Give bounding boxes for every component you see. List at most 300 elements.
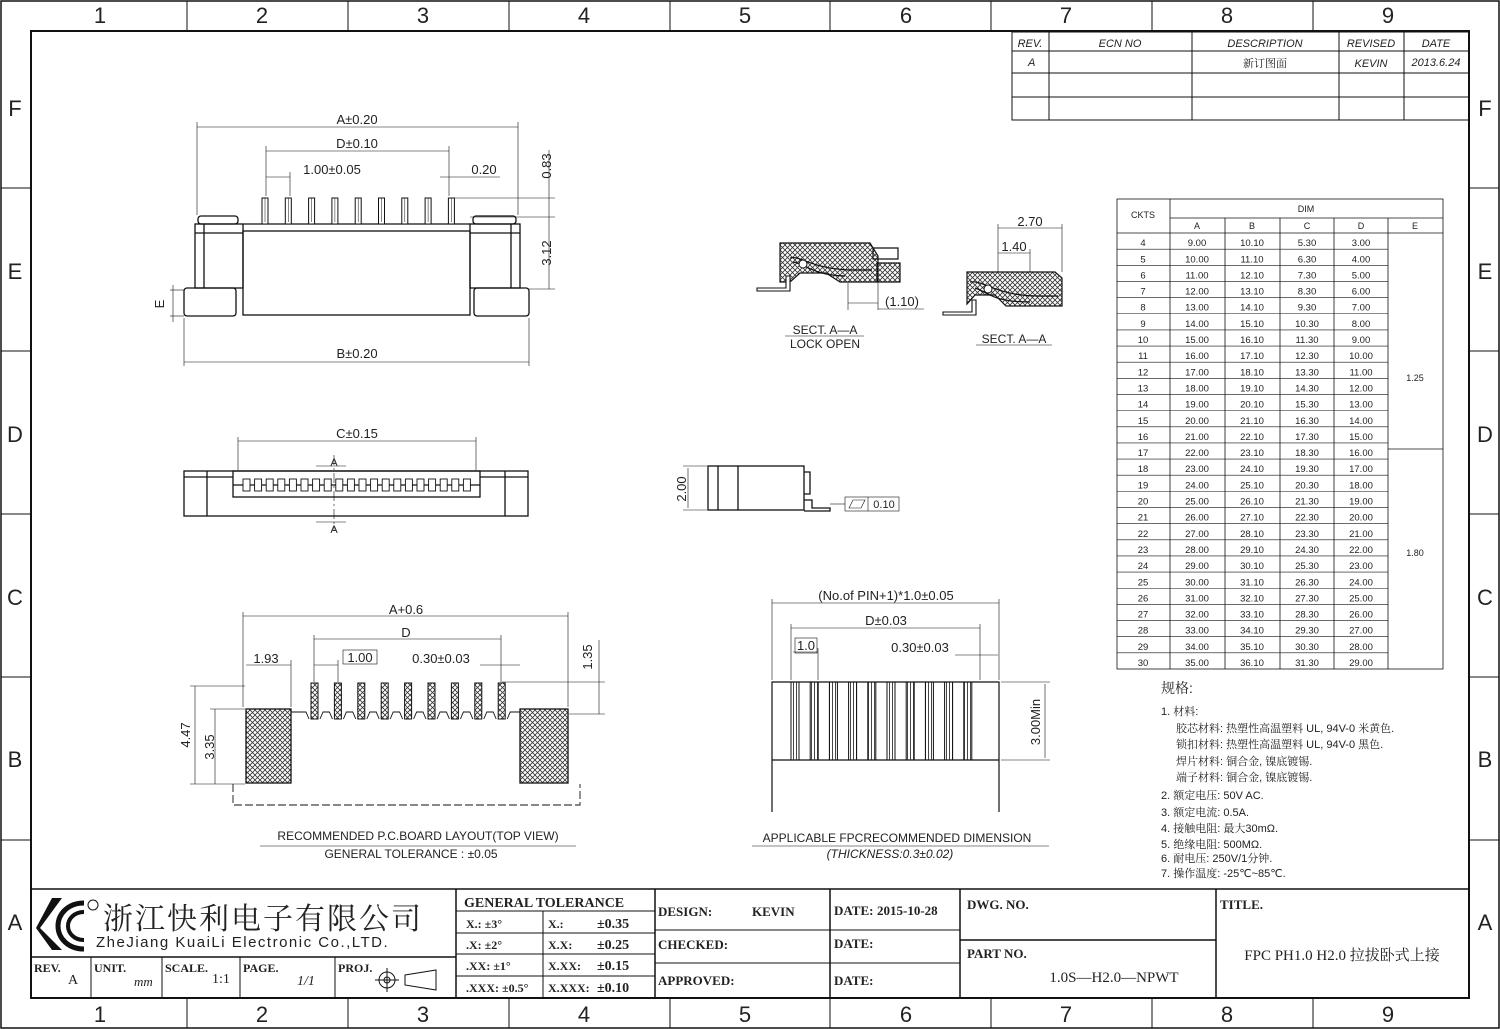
tol-label-4: X.XXX: [548,981,590,995]
title-label: TITLE. [1220,897,1263,912]
col-d-header: D [1357,221,1365,231]
spec-line: 1. 材料: [1161,706,1199,718]
col-e-header: E [1411,221,1419,231]
dim-table-cell: 26.10 [1240,496,1264,508]
row-label: D [1477,422,1493,447]
dim-table-cell: 25.30 [1295,561,1319,573]
revised-header: REVISED [1346,38,1396,50]
spec-line: 端子材料: 铜合金, 镍底镀锡. [1176,772,1313,784]
col-label: 9 [1381,3,1395,28]
col-c-header: C [1303,221,1311,231]
pcb-pad [428,683,435,719]
row-labels-right [1477,96,1493,935]
dim-solder-height: 3.35 [202,734,217,760]
fpc-finger [945,682,953,760]
dim-table-cell: 14 [1137,399,1149,411]
top-pin [452,479,459,491]
dim-table-cell: 13.00 [1349,399,1373,411]
top-pin [382,479,389,491]
dim-table-cell: 24.00 [1185,480,1209,492]
dim-table-cell: 33.00 [1185,625,1209,637]
dim-table-cell: 29.00 [1349,658,1373,669]
dim-table-cell: 17.10 [1240,351,1264,363]
dim-d: D±0.10 [336,136,378,151]
dim-table-cell: 34.00 [1185,641,1209,653]
dim-table-cell: 14.30 [1295,383,1319,395]
column-labels-bottom [94,1002,1394,1027]
caption-section: SECT. A—A [792,323,858,337]
row-label: F [1478,96,1492,121]
dim-table-cell: 5.30 [1297,238,1317,250]
dim-table-cell: 34.10 [1240,625,1264,637]
row-label: C [1477,585,1493,610]
top-pin [255,479,262,491]
dim-table-cell: 6.00 [1351,286,1371,298]
dim-table-cell: 28.00 [1349,641,1373,653]
section-marker-bottom: A [330,524,338,536]
dim-table-cell: 9 [1140,318,1146,330]
dim-table-cell: 27.10 [1240,512,1264,524]
pcb-pad [498,683,505,719]
description-header: DESCRIPTION [1227,38,1303,50]
dim-table-cell: 15.30 [1295,399,1319,411]
dim-table-cell: 6 [1140,270,1146,282]
dim-table-cell: 15.00 [1185,335,1209,347]
tol-value-1: ±0.35 [597,917,630,932]
front-dimensions [170,122,555,366]
dim-table-cell: 28.10 [1240,528,1264,540]
dim-table-cell: 13.00 [1185,302,1209,314]
dim-table-cell: 11.30 [1295,335,1319,347]
dim-table-cell: 24 [1137,561,1149,573]
dim-table-cell: 5.00 [1351,270,1371,282]
description-value: 新订图面 [1243,58,1287,70]
col-label: 2 [255,3,269,28]
dim-table-cell: 35.10 [1240,641,1264,653]
dim-table-cell: 20.00 [1349,512,1373,524]
spec-line: 焊片材料: 铜合金, 镍底镀锡. [1176,756,1313,768]
dim-table-cell: 11.00 [1185,270,1209,282]
column-labels-top [94,3,1394,28]
dim-table-cell: 19.10 [1240,383,1264,395]
top-pin [417,479,424,491]
dim-a-plus: A+0.6 [388,602,424,617]
top-pin [289,479,296,491]
row-label: A [7,910,23,935]
dim-fpc-pitch: 1.0 [796,638,816,653]
col-label: 8 [1220,3,1234,28]
dim-table-cell: 9.00 [1187,238,1207,250]
dim-table-cell: 30.00 [1185,577,1209,589]
rev-header: REV. [1017,38,1043,50]
design-value: KEVIN [752,904,795,919]
top-pin [429,479,436,491]
dim-table-cell: 27.30 [1295,593,1319,605]
spec-line: 锁扣材料: 热塑性高温塑料 UL, 94V-0 黑色. [1176,739,1384,751]
top-pin [278,479,285,491]
dim-table-cell: 29.30 [1295,625,1319,637]
top-pin [324,479,331,491]
dim-table-cell: 28.00 [1185,544,1209,556]
dim-table-cell: 10 [1137,335,1149,347]
col-a-header: A [1193,221,1201,231]
ckts-header: CKTS [1130,210,1156,220]
dim-table-cell: 18.10 [1240,367,1264,379]
dim-table-cell: 18.00 [1349,480,1373,492]
dim-table-cell: 9.00 [1351,335,1371,347]
spec-line: 胶芯材料: 热塑性高温塑料 UL, 94V-0 米黄色. [1176,723,1395,735]
top-pin [266,479,273,491]
dim-table-cell: 24.00 [1349,577,1373,589]
dim-table-cell: 17.00 [1185,367,1209,379]
design-label: DESIGN: [658,904,713,919]
dim-fpc-total: (No.of PIN+1)*1.0±0.05 [818,588,954,603]
col-label: 7 [1059,3,1073,28]
col-label: 6 [899,1002,913,1027]
dim-pin-height: 0.83 [539,153,554,179]
dim-table-cell: 17 [1137,448,1149,460]
spec-line: 6. 耐电压: 250V/1分钟. [1161,853,1273,865]
dimension-table [1117,199,1443,669]
rev-value: A [1028,57,1036,69]
dim-table-cell: 26.30 [1295,577,1319,589]
dim-table-cell: 23.00 [1185,464,1209,476]
dim-fpc-d: D±0.03 [865,613,907,628]
dim-table-cell: 8 [1140,302,1146,314]
dim-table-cell: 24.10 [1240,464,1264,476]
spec-line: 4. 接触电阻: 最大30mΩ. [1161,823,1279,835]
fpc-thickness: (THICKNESS:0.3±0.02) [826,847,954,861]
top-pin [371,479,378,491]
dim-table-cell: 31.30 [1295,658,1319,669]
dim-table-cell: 22.00 [1185,448,1209,460]
top-pin [347,479,354,491]
col-label: 9 [1381,1002,1395,1027]
dim-table-cell: 23.10 [1240,448,1264,460]
tol-angle-1: X.: ±3° [466,917,503,931]
dim-table-cell: 25 [1137,577,1149,589]
dim-table-cell: 29.00 [1185,561,1209,573]
spec-line: 2. 额定电压: 50V AC. [1161,790,1264,802]
top-pin [313,479,320,491]
e-value-1: 1.25 [1406,373,1424,383]
pcb-pad [405,683,412,719]
title-block [31,889,1469,998]
fpc-finger [849,682,857,760]
revised-value: KEVIN [1354,58,1388,70]
dim-gap: (1.10) [885,294,919,309]
date-value-1: 2015-10-28 [877,903,938,918]
dim-table-cell: 32.10 [1240,593,1264,605]
col-label: 2 [255,1002,269,1027]
pcb-pad [475,683,482,719]
tol-value-4: ±0.10 [597,981,630,996]
spec-line: 5. 绝缘电阻: 500MΩ. [1161,839,1263,851]
dim-table-cell: 12.30 [1295,351,1319,363]
pcb-caption: RECOMMENDED P.C.BOARD LAYOUT(TOP VIEW) [277,829,559,843]
tol-label-2: X.X: [548,938,573,952]
dim-table-cell: 17.00 [1349,464,1373,476]
company-name-cn: 浙江快利电子有限公司 [103,903,423,936]
top-pin [243,479,250,491]
tol-value-2: ±0.25 [597,938,630,953]
dim-table-cell: 20 [1137,496,1149,508]
company-name-en: ZheJiang KuaiLi Electronic Co.,LTD. [96,934,390,951]
dim-table-cell: 10.10 [1240,238,1264,250]
pcb-pad [311,683,318,719]
pcb-pad [451,683,458,719]
dim-table-cell: 26.00 [1185,512,1209,524]
dim-table-cell: 12.10 [1240,270,1264,282]
unit-label: UNIT. [94,961,127,975]
dim-width: 2.70 [1017,214,1043,229]
col-label: 1 [93,3,107,28]
dim-table-cell: 20.10 [1240,399,1264,411]
pcb-pad [358,683,365,719]
dim-table-cell: 21.00 [1185,431,1209,443]
date-label-3: DATE: [834,973,874,988]
col-label: 5 [738,1002,752,1027]
scale-label: SCALE. [165,961,209,975]
dim-e: E [152,299,167,309]
top-pin [301,479,308,491]
dim-body-height: 3.12 [539,240,554,266]
dim-table-cell: 14.00 [1349,415,1373,427]
dim-b: B±0.20 [336,346,378,361]
dim-table-cell: 21 [1137,512,1149,524]
dim-table-cell: 23 [1137,544,1149,556]
row-label: D [7,422,23,447]
dim-table-cell: 10.00 [1185,254,1209,266]
date-value: 2013.6.24 [1411,57,1461,69]
dim-table-cell: 35.00 [1185,658,1209,669]
dim-table-cell: 15.00 [1349,431,1373,443]
dim-table-cell: 14.00 [1185,318,1209,330]
dim-edge: 1.93 [253,651,279,666]
pcb-tolerance: GENERAL TOLERANCE : ±0.05 [324,847,498,861]
company-logo-icon [36,898,98,950]
dim-table-cell: 5 [1140,254,1146,266]
dim-table-cell: 12.00 [1349,383,1373,395]
top-pin [463,479,470,491]
dim-pitch-pcb: 1.00 [347,650,373,665]
dim-table-cell: 16.30 [1295,415,1319,427]
dim-fpc-min: 3.00Min [1028,698,1043,746]
top-pin [394,479,401,491]
dwg-no-label: DWG. NO. [967,897,1029,912]
tolerance-title: GENERAL TOLERANCE [464,896,625,911]
pcb-layout [178,602,605,861]
dim-table-cell: 19 [1137,480,1149,492]
dim-table-cell: 29 [1137,641,1149,653]
dim-table-cell: 23.00 [1349,561,1373,573]
dim-table-cell: 7.30 [1297,270,1317,282]
dim-table-cell: 28 [1137,625,1149,637]
col-label: 3 [416,1002,430,1027]
dim-table-cell: 6.30 [1297,254,1317,266]
dim-table-cell: 18.30 [1295,448,1319,460]
tol-angle-2: .X: ±2° [466,938,503,952]
col-label: 7 [1059,1002,1073,1027]
dim-table-cell: 22.30 [1295,512,1319,524]
fpc-finger [906,682,914,760]
dim-table-cell: 11 [1138,351,1148,363]
dim-pad-length: 1.35 [580,644,595,670]
dim-table-cell: 16.00 [1185,351,1209,363]
dim-header: DIM [1297,204,1315,214]
dim-table-cell: 30 [1137,658,1149,669]
dim-table-cell: 16.00 [1349,448,1373,460]
dim-table-cell: 12.00 [1185,286,1209,298]
dim-c: C±0.15 [336,426,378,441]
dim-table-cell: 22.00 [1349,544,1373,556]
dim-table-cell: 10.30 [1295,318,1319,330]
dim-table-cell: 30.30 [1295,641,1319,653]
dim-table-cell: 18 [1137,464,1149,476]
dim-table-cell: 19.00 [1185,399,1209,411]
fpc-finger [791,682,799,760]
dim-depth: 1.40 [1001,239,1027,254]
dim-pad-width: 0.30±0.03 [412,651,470,666]
ecn-header: ECN NO [1098,38,1142,50]
tol-label-3: X.XX: [548,959,581,973]
section-closed [943,214,1062,346]
dim-side-height: 2.00 [674,476,689,502]
row-label: B [1477,747,1493,772]
dim-table-cell: 16 [1137,431,1149,443]
tol-label-1: X.: [548,917,564,931]
dim-table-cell: 8.30 [1297,286,1317,298]
spec-line: 7. 操作温度: -25℃~85℃. [1161,868,1286,880]
top-pin [359,479,366,491]
fpc-finger [810,682,818,760]
revision-table [1012,32,1469,120]
pcb-pad [334,683,341,719]
dim-table-cell: 11.00 [1349,367,1373,379]
dim-table-cell: 7.00 [1351,302,1371,314]
dim-table-cell: 26.00 [1349,609,1373,621]
page-label: PAGE. [243,961,279,975]
dim-table-cell: 11.10 [1240,254,1264,266]
dim-table-cell: 27.00 [1185,528,1209,540]
page-value: 1/1 [297,974,315,989]
dim-table-cell: 14.10 [1240,302,1264,314]
dim-table-cell: 15.10 [1240,318,1264,330]
proj-label: PROJ. [338,961,373,975]
dim-fpc-finger: 0.30±0.03 [891,640,949,655]
dim-table-cell: 13.30 [1295,367,1319,379]
dim-table-cell: 23.30 [1295,528,1319,540]
dim-pitch: 1.00±0.05 [303,162,361,177]
unit-value: mm [134,974,153,989]
row-label: A [1477,910,1493,935]
dim-table-cell: 32.00 [1185,609,1209,621]
dim-table-cell: 31.10 [1240,577,1264,589]
fpc-finger [868,682,876,760]
dim-table-cell: 19.00 [1349,496,1373,508]
col-label: 8 [1220,1002,1234,1027]
spec-title: 规格: [1161,680,1193,696]
row-label: F [8,96,22,121]
dim-table-cell: 13 [1137,383,1149,395]
dim-table-cell: 8.00 [1351,318,1371,330]
dim-table-cell: 16.10 [1240,335,1264,347]
date-label-2: DATE: [834,936,874,951]
dim-table-cell: 25.00 [1185,496,1209,508]
caption-lock-open: LOCK OPEN [789,337,861,351]
tol-angle-4: .XXX: ±0.5° [466,981,529,995]
fpc-finger [887,682,895,760]
dim-table-cell: 3.00 [1351,238,1371,250]
dim-pin-width: 0.20 [471,162,497,177]
rev-value: A [68,973,79,988]
dim-table-cell: 33.10 [1240,609,1264,621]
top-pin [440,479,447,491]
dim-table-cell: 22 [1137,528,1149,540]
fpc-finger [829,682,837,760]
section-marker-top: A [330,457,338,469]
dim-table-cell: 18.00 [1185,383,1209,395]
front-view [152,112,555,366]
top-pin [405,479,412,491]
dim-a: A±0.20 [336,112,378,127]
dim-table-cell: 17.30 [1295,431,1319,443]
dim-table-cell: 25.10 [1240,480,1264,492]
dim-table-cell: 20.30 [1295,480,1319,492]
fpc-finger [925,682,933,760]
dim-table-cell: 21.30 [1295,496,1319,508]
e-value-2: 1.80 [1406,548,1424,558]
dim-table-cell: 27.00 [1349,625,1373,637]
rev-label: REV. [34,961,61,975]
part-no-value: 1.0S—H2.0—NPWT [1049,970,1179,986]
fpc-dimension [752,588,1050,861]
row-label: E [1477,259,1493,284]
dim-table-cell: 15 [1137,415,1149,427]
fpc-finger [964,682,972,760]
row-label: C [7,585,23,610]
row-label: B [7,747,23,772]
spec-line: 3. 额定电流: 0.5A. [1161,807,1250,819]
spec-notes [1161,680,1394,880]
projection-symbol-icon [375,968,436,992]
dim-table-cell: 13.10 [1240,286,1264,298]
col-label: 5 [738,3,752,28]
col-label: 6 [899,3,913,28]
dim-table-cell: 4.00 [1351,254,1371,266]
dim-table-cell: 21.10 [1240,415,1264,427]
dim-table-cell: 7 [1140,286,1146,298]
flatness-value: 0.10 [873,499,895,511]
dim-overall-height: 4.47 [178,722,193,748]
dim-table-cell: 19.30 [1295,464,1319,476]
col-label: 4 [577,1002,591,1027]
row-label: E [7,259,23,284]
dim-table-cell: 4 [1140,238,1146,250]
col-label: 4 [577,3,591,28]
tol-angle-3: .XX: ±1° [466,959,511,973]
dim-table-cell: 10.00 [1349,351,1373,363]
dim-table-cell: 21.00 [1349,528,1373,540]
dim-table-cell: 29.10 [1240,544,1264,556]
title-value: FPC PH1.0 H2.0 拉拔卧式上接 [1244,948,1440,964]
date-label-1: DATE: [834,903,874,918]
scale-value: 1:1 [212,972,230,987]
side-view [674,466,899,511]
dim-table-cell: 24.30 [1295,544,1319,556]
top-pin [336,479,343,491]
dim-table-cell: 12 [1137,367,1149,379]
